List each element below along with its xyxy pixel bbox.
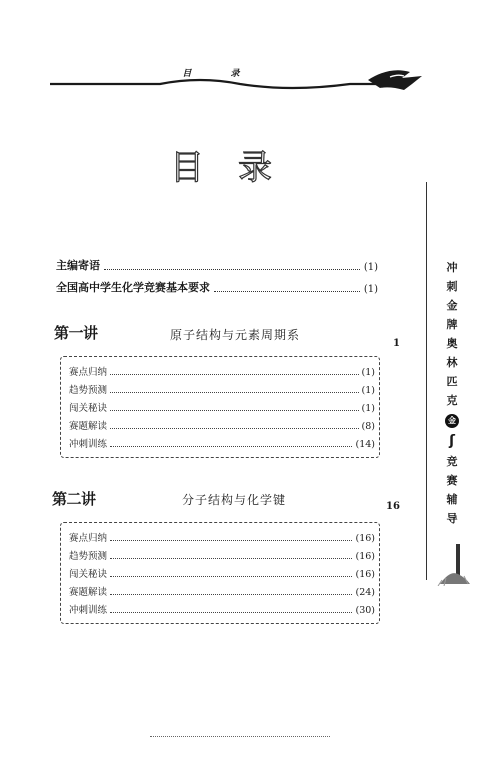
toc-entry-page: (1) — [361, 403, 375, 414]
leader-dots — [110, 410, 359, 411]
toc-entry-title: 赛点归纳 — [69, 533, 108, 544]
toc-entry-title: 主编寄语 — [56, 259, 100, 272]
toc-row[interactable] — [69, 602, 375, 616]
toc-row[interactable] — [69, 436, 375, 450]
chapter-section-box — [60, 356, 380, 458]
chapter-page: 16 — [386, 501, 400, 512]
toc-row[interactable] — [69, 530, 375, 544]
leader-dots — [110, 392, 359, 393]
side-divider — [426, 182, 427, 580]
toc-entry-title: 闯关秘诀 — [69, 569, 108, 580]
leader-dots — [110, 576, 352, 577]
toc-row[interactable] — [69, 418, 375, 432]
leader-dots — [110, 446, 352, 447]
side-char: 赛 — [446, 474, 458, 487]
toc-entry-title: 趋势预测 — [69, 385, 108, 396]
toc-entry-title: 赛题解读 — [69, 587, 108, 598]
toc-entry-page: (16) — [355, 569, 375, 580]
chapter-title: 分子结构与化学键 — [182, 493, 287, 507]
leader-dots — [110, 594, 352, 595]
page-title: 目录 — [170, 148, 306, 188]
header-label: 目 录 — [182, 69, 258, 79]
toc-entry-page: (14) — [355, 439, 375, 450]
toc-row[interactable] — [69, 382, 375, 396]
side-char: 导 — [446, 512, 458, 525]
toc-entry-title: 全国高中学生化学竞赛基本要求 — [56, 281, 210, 294]
leader-dots — [110, 558, 352, 559]
toc-entry-title: 闯关秘诀 — [69, 403, 108, 414]
leader-dots — [104, 269, 360, 270]
toc-entry-page: (24) — [355, 587, 375, 598]
chapter-label: 第二讲 — [52, 490, 96, 508]
leader-dots — [110, 374, 359, 375]
leader-dots — [110, 612, 352, 613]
side-series-title — [441, 258, 463, 528]
toc-row[interactable] — [69, 364, 375, 378]
side-char: 竞 — [446, 455, 458, 468]
side-char: 冲 — [446, 261, 458, 274]
toc-entry-page: (16) — [355, 551, 375, 562]
toc-row[interactable] — [69, 566, 375, 580]
toc-entry-page: (1) — [363, 284, 378, 295]
toc-entry-title: 冲刺训练 — [69, 439, 108, 450]
side-char: 辅 — [446, 493, 458, 506]
gold-badge: 金 — [445, 414, 459, 428]
toc-entry-page: (8) — [361, 421, 375, 432]
toc-entry-page: (16) — [355, 533, 375, 544]
side-char: 林 — [446, 356, 458, 369]
chapter-section-box — [60, 522, 380, 624]
toc-entry-title: 冲刺训练 — [69, 605, 108, 616]
toc-entry-title: 赛点归纳 — [69, 367, 108, 378]
leader-dots — [110, 428, 359, 429]
toc-row[interactable] — [69, 548, 375, 562]
leader-dots — [214, 291, 360, 292]
toc-row[interactable] — [56, 257, 378, 273]
side-char: 刺 — [446, 280, 458, 293]
toc-row[interactable] — [69, 584, 375, 598]
toc-row[interactable] — [56, 279, 378, 295]
athlete-silhouette-icon — [436, 540, 472, 586]
toc-entry-title: 赛题解读 — [69, 421, 108, 432]
toc-entry-page: (1) — [361, 367, 375, 378]
chapter-label: 第一讲 — [54, 324, 98, 342]
chapter-title: 原子结构与元素周期系 — [170, 328, 301, 342]
footer-rule — [150, 736, 330, 738]
side-char: 奥 — [446, 337, 458, 350]
toc-row[interactable] — [69, 400, 375, 414]
leader-dots — [110, 540, 352, 541]
toc-entry-page: (30) — [355, 605, 375, 616]
side-char: 金 — [446, 299, 458, 312]
toc-entry-page: (1) — [361, 385, 375, 396]
side-char: 牌 — [446, 318, 458, 331]
toc-entry-page: (1) — [363, 262, 378, 273]
side-char: 克 — [446, 394, 458, 407]
side-char: 匹 — [446, 375, 458, 388]
chapter-page: 1 — [393, 338, 400, 349]
toc-entry-title: 趋势预测 — [69, 551, 108, 562]
torch-icon: ʃ — [449, 433, 455, 449]
